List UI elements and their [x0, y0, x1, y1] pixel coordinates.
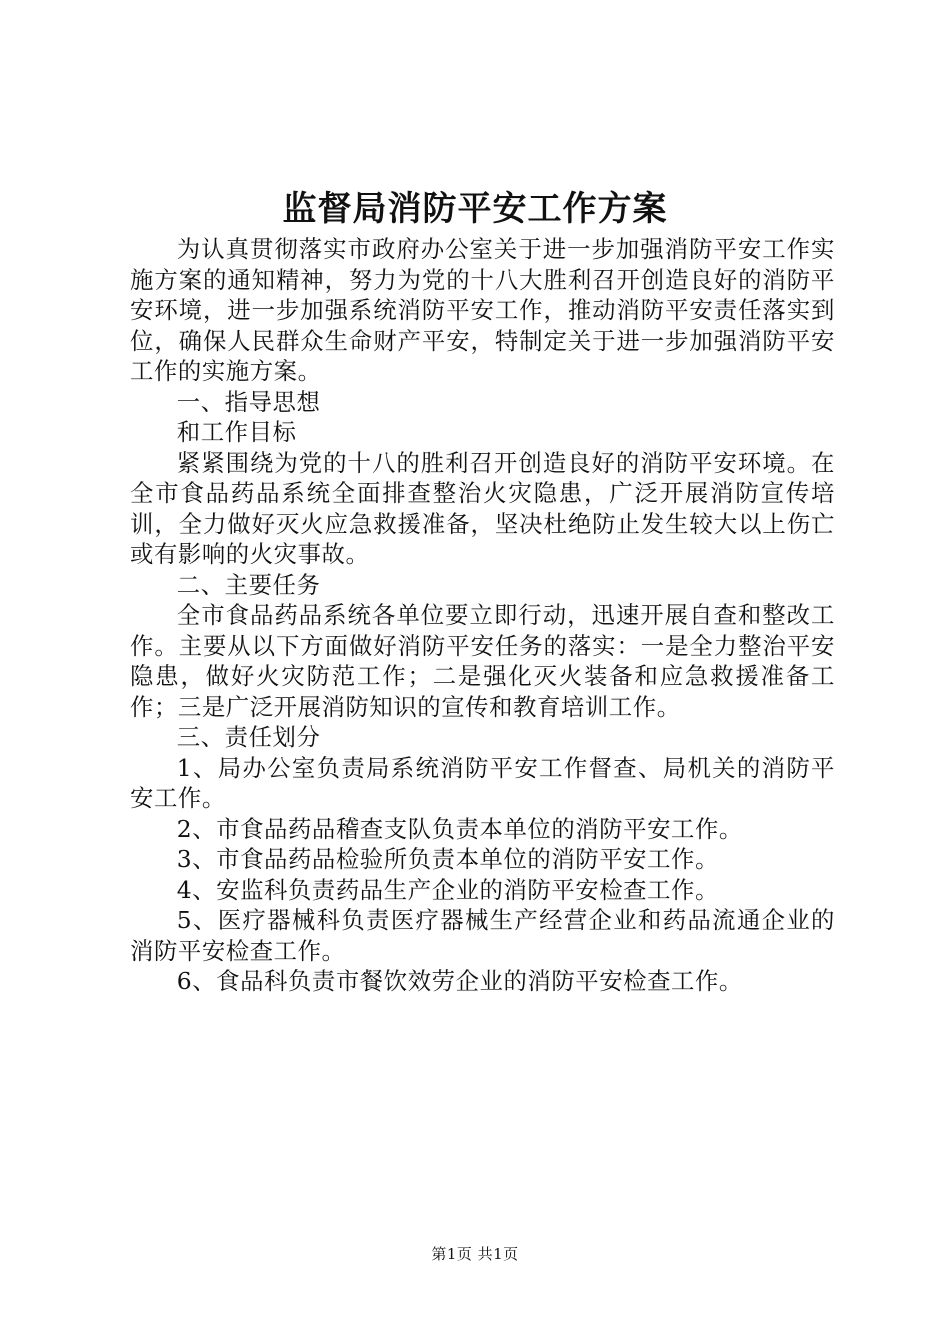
page-footer: 第1页 共1页 — [431, 1245, 519, 1263]
list-item: 2、市食品药品稽查支队负责本单位的消防平安工作。 — [176, 814, 743, 843]
document-title: 监督局消防平安工作方案 — [282, 189, 668, 229]
list-item: 6、食品科负责市餐饮效劳企业的消防平安检查工作。 — [176, 967, 743, 995]
paragraph-intro: 为认真贯彻落实市政府办公室关于进一步加强消防平安工作实施方案的通知精神，努力为党的十八大胜利召开创造良好的消防平安环境，进一步加强系统消防平安工作，推动消防平安责任落实到位，确保人民群众生命财产平安，特制定关于进一步加强消防平安工作的实施方案。 — [130, 235, 835, 385]
paragraph-tasks: 全市食品药品系统各单位要立即行动，迅速开展自查和整改工作。主要从以下方面做好消防平安任务的落实：一是全力整治平安隐患，做好火灾防范工作；二是强化灭火装备和应急救援准备工作；三是广泛开展消防知识的宣传和教育培训工作。 — [130, 601, 835, 721]
list-item: 3、市食品药品检验所负责本单位的消防平安工作。 — [176, 845, 719, 873]
list-item: 4、安监科负责药品生产企业的消防平安检查工作。 — [176, 875, 719, 904]
section-heading-guiding-ideology: 一、指导思想 — [176, 387, 321, 416]
document-body — [130, 234, 835, 997]
section-heading-work-goals: 和工作目标 — [176, 418, 297, 446]
list-item: 1、局办公室负责局系统消防平安工作督查、局机关的消防平安工作。 — [130, 753, 835, 812]
section-heading-main-tasks: 二、主要任务 — [176, 570, 321, 599]
paragraph-goals: 紧紧围绕为党的十八的胜利召开创造良好的消防平安环境。在全市食品药品系统全面排查整治火灾隐患，广泛开展消防宣传培训，全力做好灭火应急救援准备，坚决杜绝防止发生较大以上伤亡或有影响的火灾事故。 — [130, 448, 835, 568]
section-heading-responsibilities: 三、责任划分 — [176, 723, 321, 751]
list-item: 5、医疗器械科负责医疗器械生产经营企业和药品流通企业的消防平安检查工作。 — [130, 906, 835, 965]
